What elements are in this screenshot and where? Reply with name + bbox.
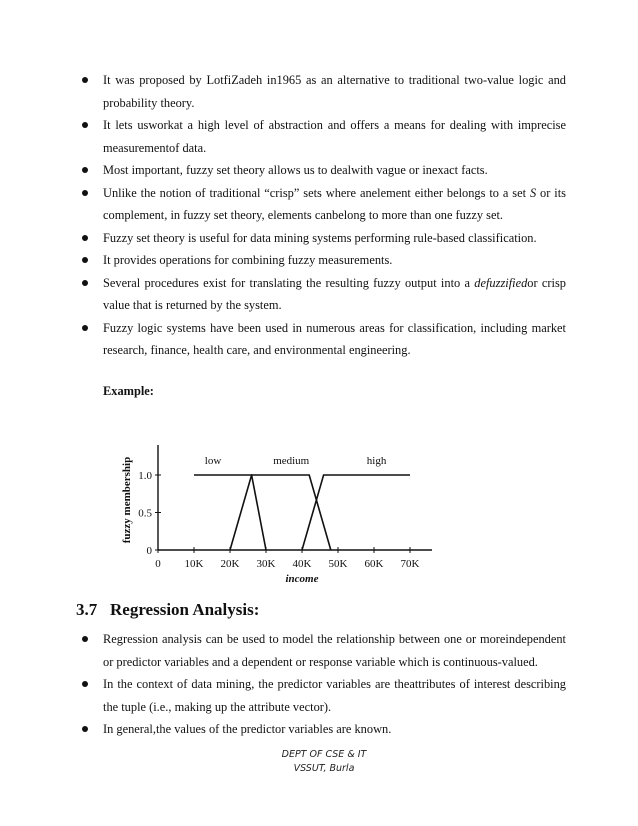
x-tick-label: 60K (364, 558, 384, 570)
fuzzy-membership-chart (110, 426, 440, 586)
chart-series (194, 475, 410, 550)
list-item: It was proposed by LotfiZadeh in1965 as an alternative to traditional two-value logic and probability theory. (80, 69, 566, 114)
x-tick-label: 70K (400, 558, 420, 570)
bullet-icon (82, 77, 88, 83)
bullet-icon (82, 681, 88, 687)
x-axis-label: income (285, 573, 319, 585)
x-tick-label: 30K (256, 558, 276, 570)
section-heading (76, 600, 259, 620)
series-label: medium (273, 454, 310, 467)
x-tick-label: 20K (220, 558, 240, 570)
list-item: Fuzzy set theory is useful for data mining systems performing rule-based classification. (80, 227, 566, 250)
fuzzy-bullet-list (80, 69, 566, 362)
regression-bullet-list (80, 628, 566, 741)
bullet-icon (82, 257, 88, 263)
list-item: It provides operations for combining fuzzy measurements. (80, 249, 566, 272)
x-tick-label: 0 (155, 558, 161, 570)
series-line-medium (230, 475, 331, 550)
bullet-icon (82, 280, 88, 286)
page-footer (0, 748, 638, 776)
bullet-icon (82, 167, 88, 173)
bullet-icon (82, 636, 88, 642)
bullet-icon (82, 726, 88, 732)
y-axis-label: fuzzy membership (121, 456, 133, 544)
y-tick-label: 1.0 (138, 470, 152, 482)
bullet-icon (82, 122, 88, 128)
footer-institute: VSSUT, Burla (293, 763, 355, 774)
list-item: Fuzzy logic systems have been used in numerous areas for classification, including market research, finance, health care, and environmental engineering. (80, 317, 566, 362)
list-item: Several procedures exist for translating the resulting fuzzy output into a defuzzifiedor crisp value that is returned by the system. (80, 272, 566, 317)
list-item: In the context of data mining, the predictor variables are theattributes of interest describing the tuple (i.e., making up the attribute vector). (80, 673, 566, 718)
list-item: In general,the values of the predictor variables are known. (80, 718, 566, 741)
series-label: high (366, 454, 387, 467)
x-tick-label: 10K (184, 558, 204, 570)
series-label: low (204, 454, 222, 467)
bullet-icon (82, 325, 88, 331)
x-tick-label: 50K (328, 558, 348, 570)
list-item: Unlike the notion of traditional “crisp” sets where anelement either belongs to a set S or its complement, in fuzzy set theory, elements canbelong to more than one fuzzy set. (80, 182, 566, 227)
chart-ticks (138, 470, 419, 570)
list-item: It lets usworkat a high level of abstraction and offers a means for dealing with imprecise measurementof data. (80, 114, 566, 159)
series-line-low (194, 475, 266, 550)
bullet-icon (82, 190, 88, 196)
series-line-high (302, 475, 410, 550)
footer-dept: DEPT OF CSE & IT (281, 749, 367, 760)
bullet-icon (82, 235, 88, 241)
example-label: Example: (103, 384, 154, 398)
section-number: 3.7 (76, 600, 98, 619)
y-tick-label: 0 (146, 545, 152, 557)
x-tick-label: 40K (292, 558, 312, 570)
list-item: Regression analysis can be used to model the relationship between one or moreindependent or predictor variables and a dependent or response variable which is continuous-valued. (80, 628, 566, 673)
section-title: Regression Analysis: (110, 600, 260, 619)
list-item: Most important, fuzzy set theory allows us to dealwith vague or inexact facts. (80, 159, 566, 182)
y-tick-label: 0.5 (138, 507, 152, 520)
